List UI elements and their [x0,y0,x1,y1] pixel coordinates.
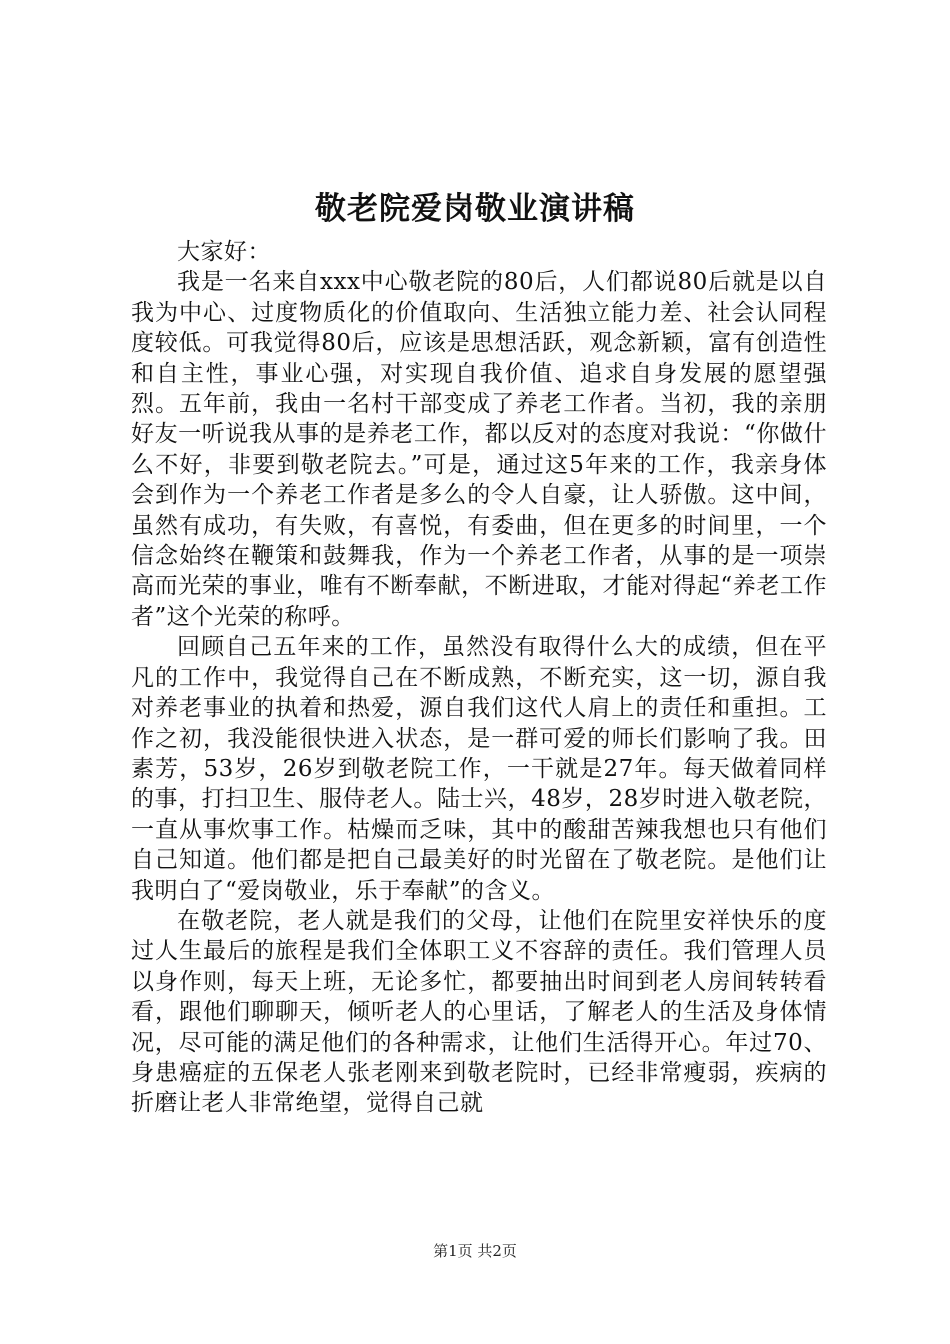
paragraph-2: 回顾自己五年来的工作，虽然没有取得什么大的成绩，但在平凡的工作中，我觉得自己在不断成熟，不断充实，这一切，源自我对养老事业的执着和热爱，源自我们这代人肩上的责任和重担。工作之初，我没能很快进入状态，是一群可爱的师长们影响了我。田素芳，53岁，26岁到敬老院工作，一干就是27年。每天做着同样的事，打扫卫生、服侍老人。陆士兴，48岁，28岁时进入敬老院，一直从事炊事工作。枯燥而乏味，其中的酸甜苦辣我想也只有他们自己知道。他们都是把自己最美好的时光留在了敬老院。是他们让我明白了“爱岗敬业，乐于奉献”的含义。 [131,634,827,904]
paragraph-3: 在敬老院，老人就是我们的父母，让他们在院里安祥快乐的度过人生最后的旅程是我们全体职工义不容辞的责任。我们管理人员以身作则，每天上班，无论多忙，都要抽出时间到老人房间转转看看，跟他们聊聊天，倾听老人的心里话，了解老人的生活及身体情况，尽可能的满足他们的各种需求，让他们生活得开心。年过70、身患癌症的五保老人张老刚来到敬老院时，已经非常瘦弱，疾病的折磨让老人非常绝望，觉得自己就 [131,907,827,1117]
paragraph-1: 我是一名来自xxx中心敬老院的80后，人们都说80后就是以自我为中心、过度物质化的价值取向、生活独立能力差、社会认同程度较低。可我觉得80后，应该是思想活跃，观念新颖，富有创造性和自主性，事业心强，对实现自我价值、追求自身发展的愿望强烈。五年前，我由一名村干部变成了养老工作者。当初，我的亲朋好友一听说我从事的是养老工作，都以反对的态度对我说：“你做什么不好，非要到敬老院去。”可是，通过这5年来的工作，我亲身体会到作为一个养老工作者是多么的令人自豪，让人骄傲。这中间，虽然有成功，有失败，有喜悦，有委曲，但在更多的时间里，一个信念始终在鞭策和鼓舞我，作为一个养老工作者，从事的是一项崇高而光荣的事业，唯有不断奉献，不断进取，才能对得起“养老工作者”这个光荣的称呼。 [131,269,827,630]
greeting: 大家好： [177,239,271,265]
document-title: 敬老院爱岗敬业演讲稿 [315,191,635,227]
document-body [131,237,827,1119]
page-footer: 第1页 共2页 [433,1242,517,1260]
